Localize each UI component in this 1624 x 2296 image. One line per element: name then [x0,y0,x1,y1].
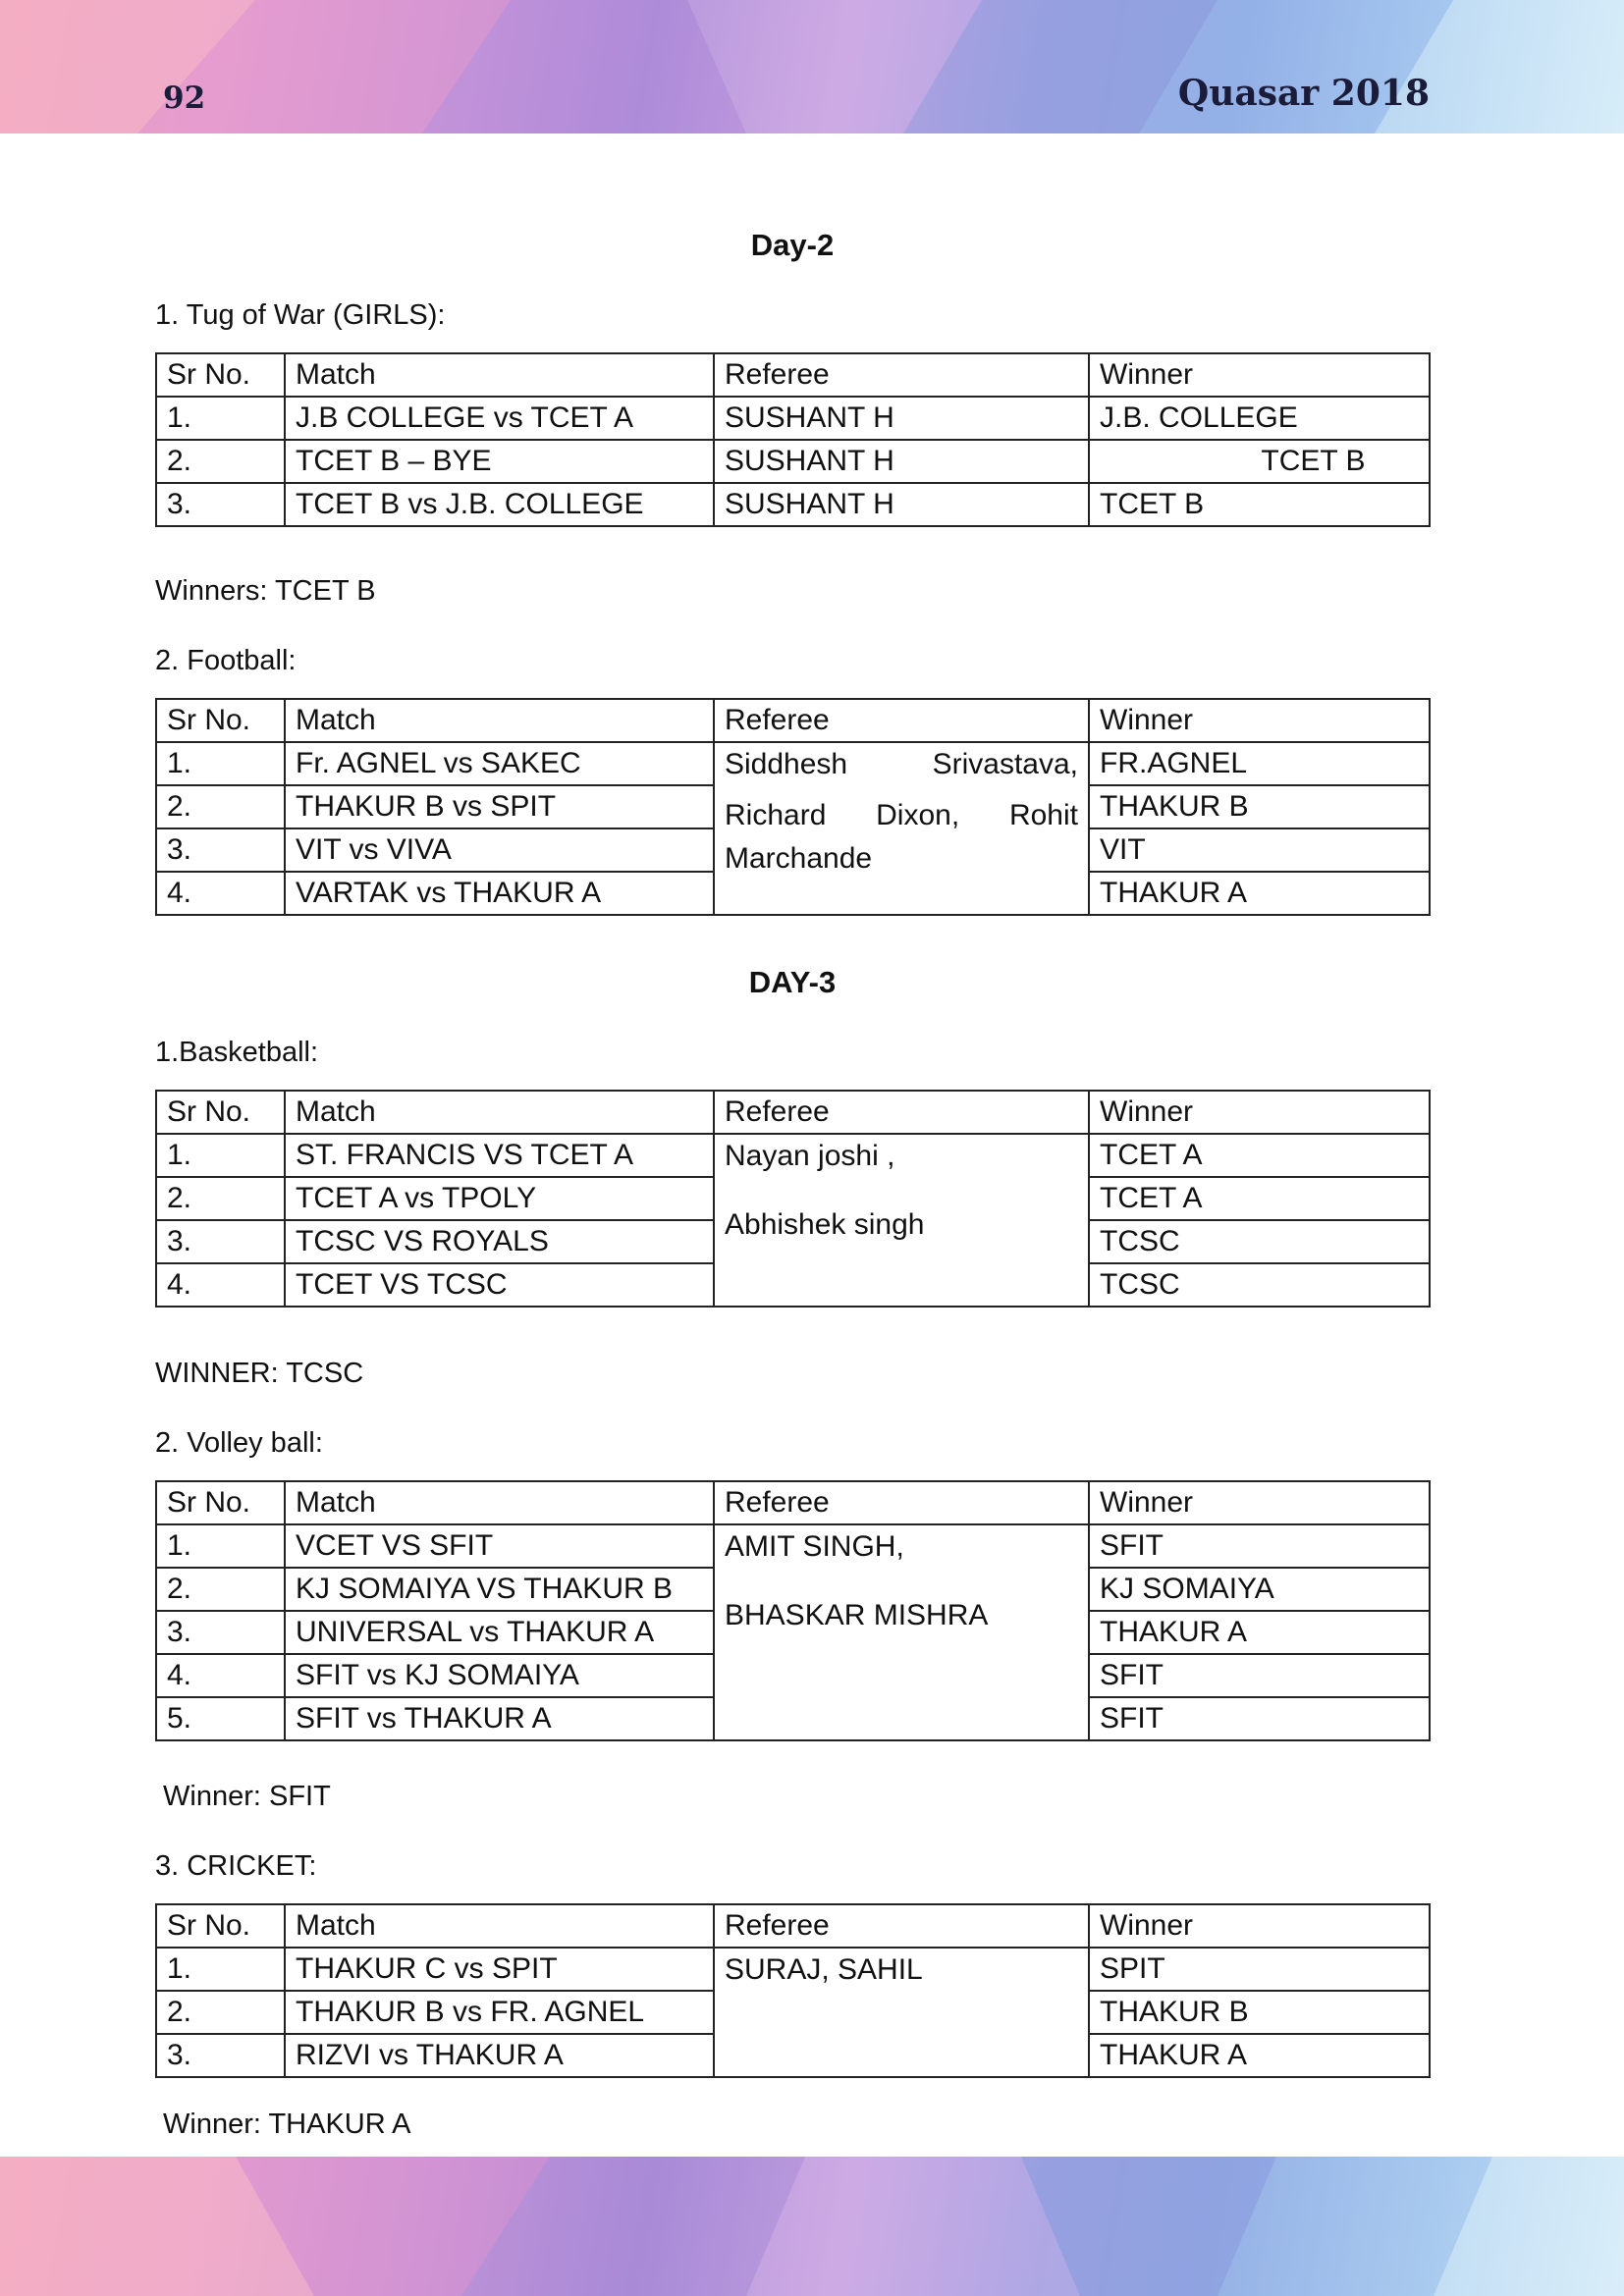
sr-cell: 1. [156,1524,285,1568]
referee-line-2 [725,794,1078,837]
match-cell: VCET VS SFIT [285,1524,714,1568]
match-cell: TCET B vs J.B. COLLEGE [285,483,714,526]
referee-cell [714,1134,1089,1307]
football-table [155,698,1431,916]
referee-word: Dixon, [876,799,960,831]
table-row [156,1134,1430,1177]
sr-cell: 2. [156,1991,285,2034]
col-header-sr: Sr No. [156,1091,285,1134]
col-header-winner: Winner [1089,699,1430,742]
table-row [156,483,1430,526]
table-row [156,1524,1430,1568]
referee-line-2: BHASKAR MISHRA [725,1599,989,1631]
tug-of-war-table [155,352,1431,527]
table-header-row [156,699,1430,742]
match-cell: SFIT vs KJ SOMAIYA [285,1654,714,1697]
footer-decoration [0,2157,1624,2296]
sr-cell: 4. [156,1263,285,1307]
col-header-match: Match [285,1904,714,1948]
col-header-referee: Referee [714,699,1089,742]
sr-cell: 3. [156,1220,285,1263]
winner-cell: TCSC [1089,1220,1430,1263]
footer-banner [0,2157,1624,2296]
referee-word: Siddhesh [725,748,848,780]
match-cell: VIT vs VIVA [285,828,714,872]
tug-of-war-title: 1. Tug of War (GIRLS): [155,299,446,331]
table-row [156,440,1430,483]
winner-cell: SFIT [1089,1697,1430,1740]
match-cell: THAKUR C vs SPIT [285,1948,714,1991]
sr-cell: 2. [156,1568,285,1611]
col-header-sr: Sr No. [156,1481,285,1524]
winner-cell: FR.AGNEL [1089,742,1430,785]
col-header-referee: Referee [714,1904,1089,1948]
sr-cell: 3. [156,483,285,526]
match-cell: ST. FRANCIS VS TCET A [285,1134,714,1177]
sr-cell: 2. [156,440,285,483]
col-header-match: Match [285,1481,714,1524]
col-header-match: Match [285,699,714,742]
sr-cell: 1. [156,742,285,785]
sr-cell: 1. [156,1948,285,1991]
sr-cell: 1. [156,1134,285,1177]
referee-line-3: Marchande [725,842,873,875]
cricket-table [155,1903,1431,2078]
sr-cell: 3. [156,2034,285,2077]
col-header-match: Match [285,1091,714,1134]
winner-cell: VIT [1089,828,1430,872]
sr-cell: 1. [156,397,285,440]
match-cell: VARTAK vs THAKUR A [285,872,714,915]
col-header-referee: Referee [714,353,1089,397]
sr-cell: 4. [156,872,285,915]
winner-cell: TCSC [1089,1263,1430,1307]
referee-cell: SUSHANT H [714,397,1089,440]
winner-cell: THAKUR A [1089,2034,1430,2077]
day2-heading: Day-2 [750,228,835,262]
col-header-sr: Sr No. [156,699,285,742]
referee-cell [714,1524,1089,1740]
match-cell: KJ SOMAIYA VS THAKUR B [285,1568,714,1611]
col-header-winner: Winner [1089,1481,1430,1524]
col-header-sr: Sr No. [156,353,285,397]
sr-cell: 3. [156,828,285,872]
tug-of-war-winner: Winners: TCET B [155,575,376,607]
winner-cell: THAKUR B [1089,1991,1430,2034]
table-row [156,1948,1430,1991]
referee-cell: SUSHANT H [714,440,1089,483]
table-row [156,742,1430,785]
table-header-row [156,353,1430,397]
referee-line-1: AMIT SINGH, [725,1530,904,1563]
sr-cell: 5. [156,1697,285,1740]
volleyball-title: 2. Volley ball: [155,1427,323,1459]
match-cell: SFIT vs THAKUR A [285,1697,714,1740]
sr-cell: 2. [156,785,285,828]
match-cell: TCET A vs TPOLY [285,1177,714,1220]
basketball-table [155,1090,1431,1308]
table-header-row [156,1481,1430,1524]
header-banner [0,0,1624,133]
winner-cell: TCET B [1089,483,1430,526]
referee-line-1 [725,743,1078,786]
cricket-title: 3. CRICKET: [155,1850,317,1882]
winner-cell: TCET A [1089,1177,1430,1220]
winner-cell: THAKUR A [1089,1611,1430,1654]
basketball-title: 1.Basketball: [155,1037,319,1068]
winner-cell: TCET A [1089,1134,1430,1177]
col-header-referee: Referee [714,1091,1089,1134]
header-title: Quasar 2018 [1177,73,1430,114]
referee-cell [714,742,1089,915]
day3-heading: DAY-3 [748,965,837,999]
referee-cell: SURAJ, SAHIL [714,1948,1089,2077]
volleyball-table [155,1480,1431,1741]
col-header-winner: Winner [1089,1904,1430,1948]
cricket-winner: Winner: THAKUR A [163,2109,411,2140]
match-cell: TCET B – BYE [285,440,714,483]
winner-cell: J.B. COLLEGE [1089,397,1430,440]
match-cell: THAKUR B vs SPIT [285,785,714,828]
referee-word: Richard [725,799,827,831]
sr-cell: 4. [156,1654,285,1697]
volleyball-winner: Winner: SFIT [163,1781,331,1812]
sr-cell: 3. [156,1611,285,1654]
match-cell: RIZVI vs THAKUR A [285,2034,714,2077]
winner-cell: THAKUR B [1089,785,1430,828]
table-row [156,397,1430,440]
table-header-row [156,1904,1430,1948]
col-header-winner: Winner [1089,1091,1430,1134]
referee-word: Rohit [1008,799,1078,831]
page-number: 92 [163,80,206,116]
referee-word: Srivastava, [932,748,1078,780]
match-cell: Fr. AGNEL vs SAKEC [285,742,714,785]
referee-line-2: Abhishek singh [725,1208,925,1241]
col-header-referee: Referee [714,1481,1089,1524]
match-cell: TCET VS TCSC [285,1263,714,1307]
football-title: 2. Football: [155,645,297,676]
col-header-winner: Winner [1089,353,1430,397]
winner-cell: TCET B [1089,440,1430,483]
match-cell: UNIVERSAL vs THAKUR A [285,1611,714,1654]
col-header-match: Match [285,353,714,397]
referee-cell: SUSHANT H [714,483,1089,526]
col-header-sr: Sr No. [156,1904,285,1948]
winner-cell: SFIT [1089,1524,1430,1568]
match-cell: THAKUR B vs FR. AGNEL [285,1991,714,2034]
winner-cell: SFIT [1089,1654,1430,1697]
match-cell: J.B COLLEGE vs TCET A [285,397,714,440]
basketball-winner: WINNER: TCSC [155,1358,364,1389]
winner-cell: THAKUR A [1089,872,1430,915]
referee-line-1: Nayan joshi , [725,1140,895,1172]
winner-cell: KJ SOMAIYA [1089,1568,1430,1611]
sr-cell: 2. [156,1177,285,1220]
table-header-row [156,1091,1430,1134]
match-cell: TCSC VS ROYALS [285,1220,714,1263]
winner-cell: SPIT [1089,1948,1430,1991]
